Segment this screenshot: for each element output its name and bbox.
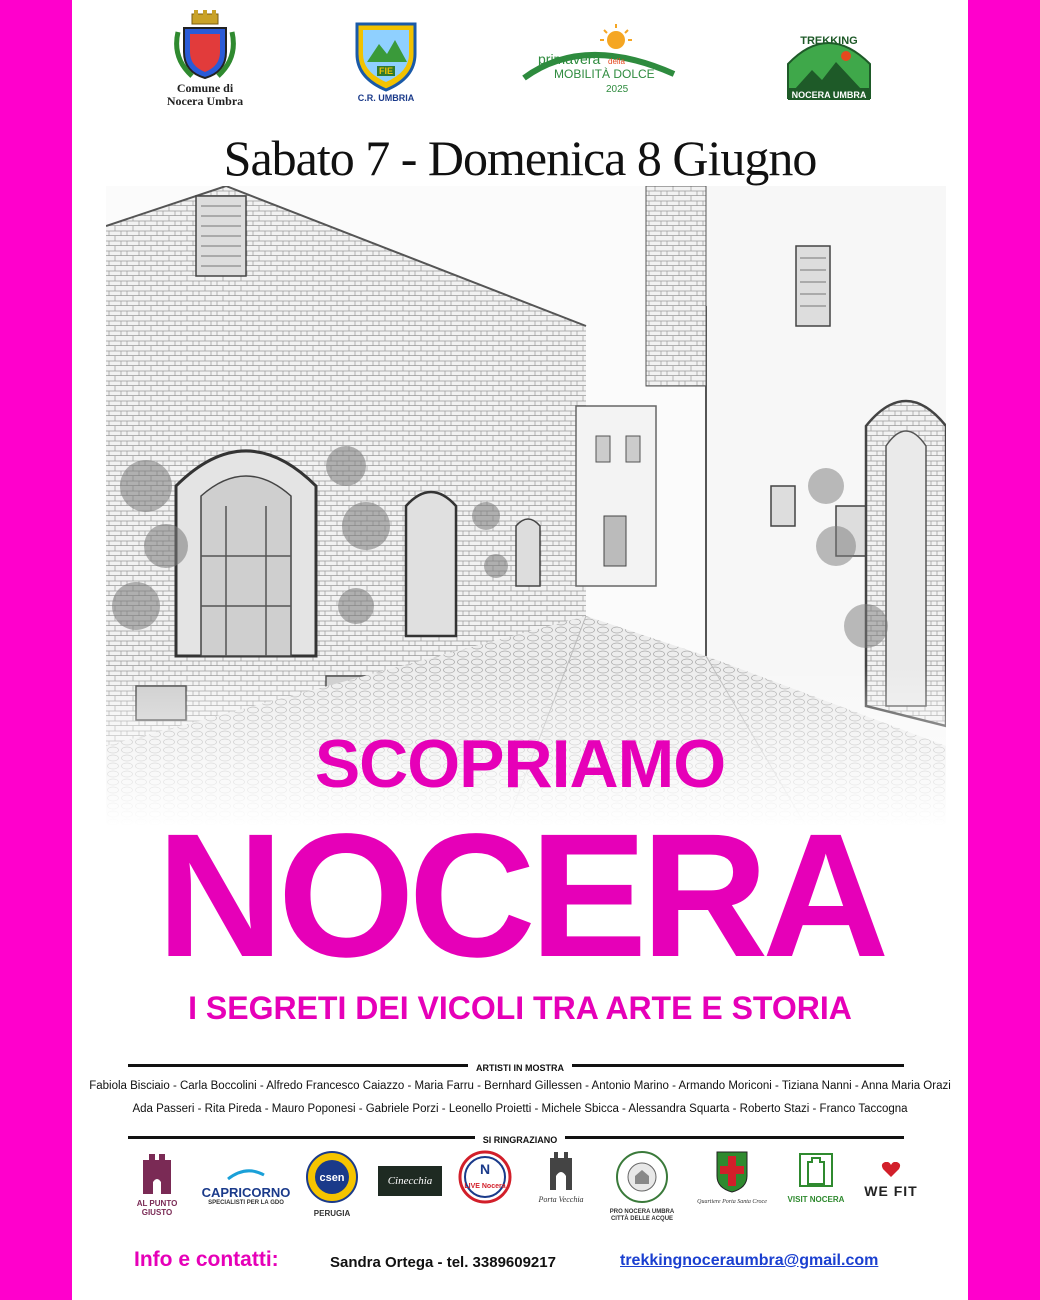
trekking-hills-icon [784, 28, 874, 104]
artists-line-2: Ada Passeri - Rita Pireda - Mauro Poponesi - Gabriele Porzi - Leonello Proietti - Michele Sbicca - Alessandra Squarta - Roberto Stazi - Franco Taccogna [132, 1103, 908, 1115]
sponsor-name-9: WE FIT [864, 1183, 918, 1199]
thanks-label: SI RINGRAZIANO [475, 1135, 566, 1145]
primavera-word2: della [608, 57, 625, 66]
sponsor-name-5: Porta Vecchia [538, 1195, 584, 1204]
trekking-bottom: NOCERA UMBRA [791, 90, 867, 100]
sponsor-csen [302, 1150, 362, 1218]
comune-caption-1: Comune di [176, 81, 234, 95]
sponsor-capricorno [200, 1168, 292, 1207]
sponsor-visit-nocera [784, 1150, 848, 1204]
sponsor-live-nocera [452, 1150, 518, 1209]
coat-of-arms-icon [170, 10, 240, 82]
heart-icon [881, 1162, 901, 1178]
sponsor-name-6: PRO NOCERA UMBRA [609, 1209, 675, 1215]
fie-caption: C.R. UMBRIA [357, 93, 415, 103]
sponsor-name-8: VISIT NOCERA [787, 1195, 845, 1204]
artists-label: ARTISTI IN MOSTRA [468, 1063, 572, 1073]
live-badge-icon [458, 1150, 512, 1204]
pro-nocera-seal-icon [615, 1150, 669, 1204]
sponsor-sub-2: PERUGIA [313, 1209, 351, 1218]
artists-line-1: Fabiola Bisciaio - Carla Boccolini - Alfredo Francesco Caiazzo - Maria Farru - Bernhard Gillessen - Antonio Marino - Armando Moriconi - Tiziana Nanni - Anna Maria Orazi [89, 1080, 951, 1092]
fie-badge-text: FIE [378, 66, 394, 76]
sponsor-porta-vecchia [530, 1150, 592, 1204]
trekking-logo [784, 28, 874, 104]
fie-shield-icon [353, 20, 419, 92]
sponsor-porta-santa-croce [692, 1150, 772, 1206]
primavera-logo [516, 22, 686, 102]
sponsor-name-7: Quartiere Porta Santa Croce [697, 1199, 767, 1205]
primavera-word3: MOBILITÀ DOLCE [554, 67, 655, 81]
sponsor-logos [112, 1150, 928, 1230]
sponsor-name-1: CAPRICORNO [201, 1185, 291, 1200]
sponsor-pro-nocera [602, 1150, 682, 1223]
info-label: Info e contatti: [134, 1248, 279, 1271]
primavera-year: 2025 [606, 84, 629, 95]
sponsor-al-punto-giusto [122, 1150, 192, 1217]
csen-badge-icon [305, 1150, 359, 1204]
headline-nocera: NOCERA [156, 798, 884, 994]
red-cross-shield-icon [715, 1150, 749, 1194]
comune-logo [160, 10, 250, 108]
sponsor-name-2: csen [319, 1172, 345, 1184]
comune-caption-2: Nocera Umbra [166, 94, 244, 108]
email-link[interactable]: trekkingnoceraumbra@gmail.com [620, 1252, 879, 1269]
trekking-top: TREKKING [800, 35, 858, 47]
footer-contacts [72, 1248, 968, 1278]
gate-tower-icon [546, 1150, 576, 1190]
sponsor-sub-1: SPECIALISTI PER LA GDO [208, 1200, 284, 1206]
sponsor-name-4: LIVE Nocera [464, 1183, 506, 1190]
artists-label-wrap [72, 1058, 968, 1076]
fie-logo [350, 20, 422, 105]
headline-scopriamo: SCOPRIAMO [314, 726, 726, 802]
sponsor-name-0: AL PUNTO GIUSTO [136, 1199, 178, 1217]
sponsor-sub-6: CITTÀ DELLE ACQUE [610, 1216, 674, 1222]
headline-subtitle: I SEGRETI DEI VICOLI TRA ARTE E STORIA [188, 990, 852, 1026]
svg-text:N: N [479, 1161, 491, 1177]
sponsor-we-fit [854, 1162, 928, 1199]
sponsor-cinecchia [374, 1166, 446, 1196]
event-dates: Sabato 7 - Domenica 8 Giugno [223, 130, 817, 186]
poster [72, 0, 968, 1300]
contact-name-phone: Sandra Ortega - tel. 3389609217 [330, 1254, 556, 1271]
tower-icon [137, 1150, 177, 1194]
sun-hill-icon [516, 22, 686, 102]
swoosh-icon [226, 1169, 266, 1181]
visit-tower-icon [796, 1150, 836, 1190]
primavera-word1: primavera [538, 51, 601, 67]
sponsor-name-3: Cinecchia [378, 1166, 442, 1196]
thanks-label-wrap [72, 1130, 968, 1148]
